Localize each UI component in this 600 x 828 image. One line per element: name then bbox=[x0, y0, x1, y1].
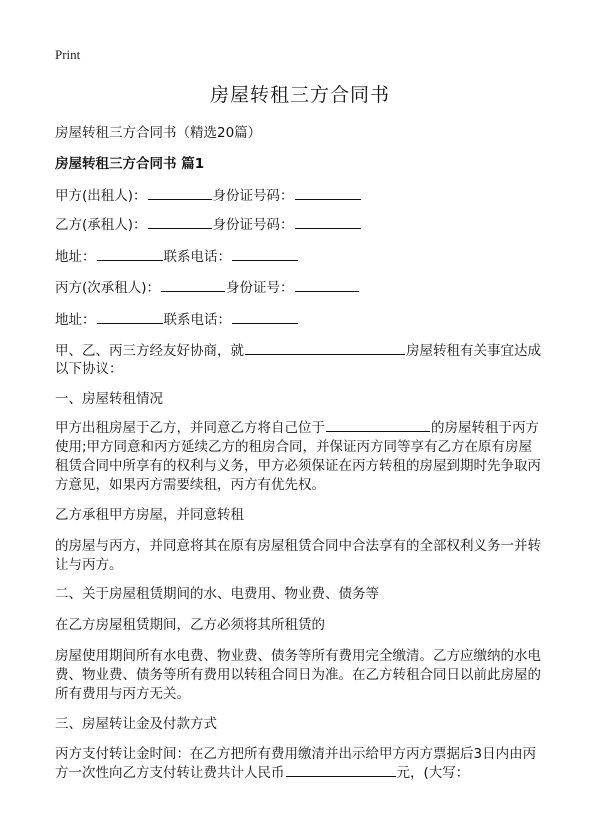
party-c-name-blank bbox=[161, 278, 225, 292]
document-title: 房屋转租三方合同书 bbox=[209, 84, 390, 106]
intro-text-2: 房屋转租有关事宜达成 bbox=[406, 343, 541, 359]
party-b-label: 乙方(承租人)： bbox=[55, 217, 147, 233]
party-a-line bbox=[55, 184, 362, 204]
address-1-blank bbox=[97, 247, 163, 261]
party-b-line bbox=[55, 213, 362, 233]
sec1-p1-line-4: 方意见，如果丙方需要续租，丙方有优先权。 bbox=[55, 477, 325, 493]
sec1-location-blank bbox=[326, 418, 430, 432]
sec1-p1-text-b: 的房屋转租于丙方 bbox=[431, 420, 539, 436]
sec3-p1-line-1: 丙方支付转让金时间：在乙方把所有费用缴清并出示给甲方丙方票据后3日内由丙 bbox=[55, 746, 537, 762]
phone-1-blank bbox=[232, 247, 298, 261]
sec3-p1-line-2 bbox=[55, 761, 469, 781]
phone-2-blank bbox=[232, 310, 298, 324]
sec1-p2: 乙方承租甲方房屋，并同意转租 bbox=[55, 507, 244, 523]
party-b-name-blank bbox=[148, 215, 212, 229]
party-c-label: 丙方(次承租人)： bbox=[55, 280, 161, 296]
intro-line-2: 以下协议： bbox=[55, 361, 123, 377]
party-a-id-label: 身份证号码： bbox=[212, 188, 294, 204]
transfer-amount-blank bbox=[286, 763, 396, 777]
sec2-p2-line-2: 费、物业费、债务等所有费用以转租合同日为准。在乙方转租合同日以前此房屋的 bbox=[55, 667, 541, 683]
print-link[interactable]: Print bbox=[55, 47, 81, 62]
party-a-id-blank bbox=[295, 186, 361, 200]
party-a-name-blank bbox=[148, 186, 212, 200]
sec1-p1-text-a: 甲方出租房屋于乙方，并同意乙方将自己位于 bbox=[55, 420, 325, 436]
sec1-p3-line-1: 的房屋与丙方，并同意将其在原有房屋租赁合同中合法享有的全部权利义务一并转 bbox=[55, 538, 541, 554]
sec1-p1-line-2: 使用;甲方同意和丙方延续乙方的租房合同，并保证丙方同等享有乙方在原有房屋 bbox=[55, 439, 533, 455]
sec2-p2-line-1: 房屋使用期间所有水电费、物业费、债务等所有费用完全缴清。乙方应缴纳的水电 bbox=[55, 648, 541, 664]
sec1-p1-line-1 bbox=[55, 416, 539, 436]
section-3-heading: 三、房屋转让金及付款方式 bbox=[55, 716, 217, 732]
intro-text-1: 甲、乙、丙三方经友好协商，就 bbox=[55, 343, 244, 359]
section-heading: 房屋转租三方合同书 篇1 bbox=[55, 156, 205, 172]
party-b-id-blank bbox=[295, 215, 361, 229]
party-c-id-label: 身份证号： bbox=[226, 280, 294, 296]
party-b-id-label: 身份证号码： bbox=[212, 217, 294, 233]
section-2-heading: 二、关于房屋租赁期间的水、电费用、物业费、债务等 bbox=[55, 586, 379, 602]
intro-line-1 bbox=[55, 339, 541, 359]
phone-2-label: 联系电话： bbox=[163, 312, 231, 328]
party-c-line bbox=[55, 276, 360, 296]
address-line-1 bbox=[55, 245, 299, 265]
party-c-id-blank bbox=[295, 278, 359, 292]
sec3-p1-text-b: 元，(大写： bbox=[396, 765, 470, 781]
sec2-p2-line-3: 所有费用与丙方无关。 bbox=[55, 686, 190, 702]
document-subtitle: 房屋转租三方合同书（精选20篇） bbox=[55, 125, 262, 141]
section-1-heading: 一、房屋转租情况 bbox=[55, 391, 163, 407]
sec2-p1: 在乙方房屋租赁期间，乙方必须将其所租赁的 bbox=[55, 617, 325, 633]
address-2-label: 地址： bbox=[55, 312, 96, 328]
intro-blank bbox=[245, 341, 405, 355]
sec1-p3-line-2: 让与丙方。 bbox=[55, 557, 123, 573]
sec3-p1-text-a: 方一次性向乙方支付转让费共计人民币 bbox=[55, 765, 285, 781]
address-line-2 bbox=[55, 308, 299, 328]
sec1-p1-line-3: 租赁合同中所享有的权利与义务，甲方必须保证在丙方转租的房屋到期时先争取丙 bbox=[55, 458, 541, 474]
phone-1-label: 联系电话： bbox=[163, 249, 231, 265]
address-1-label: 地址： bbox=[55, 249, 96, 265]
party-a-label: 甲方(出租人)： bbox=[55, 188, 147, 204]
address-2-blank bbox=[97, 310, 163, 324]
